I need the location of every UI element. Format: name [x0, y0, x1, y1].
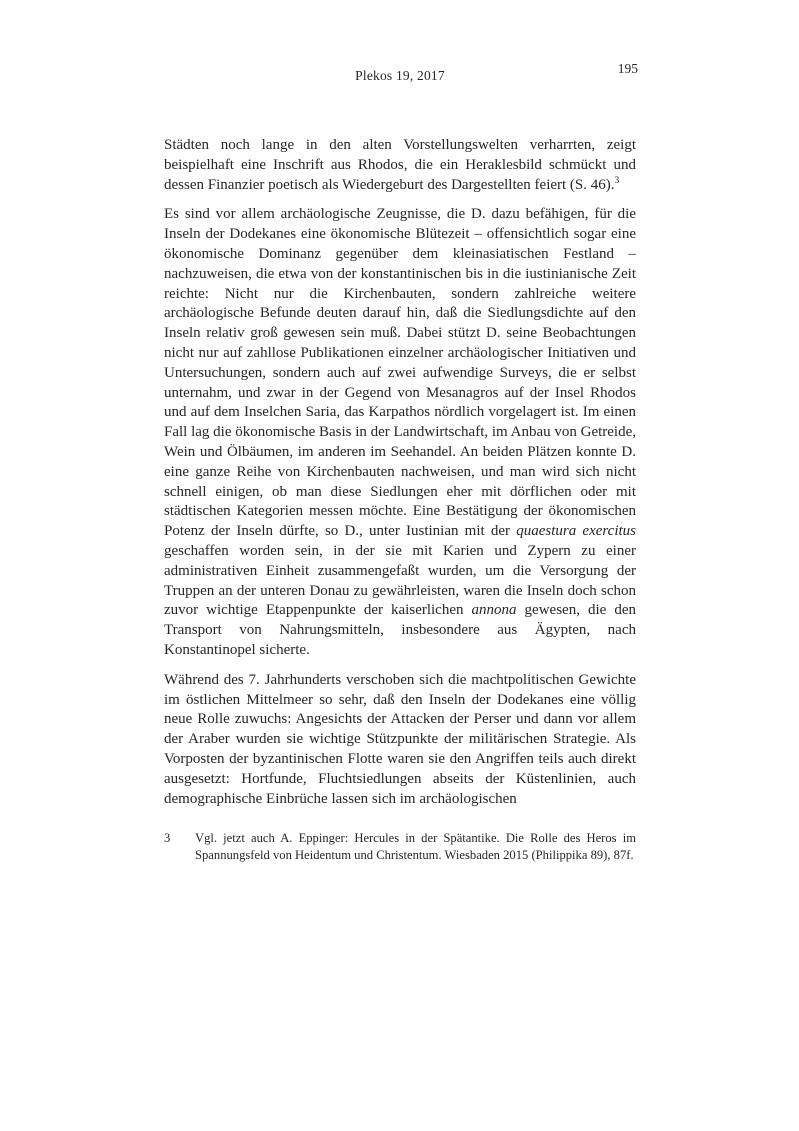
footnote-number: 3	[164, 831, 171, 845]
body-text	[164, 136, 636, 819]
journal-running-title: Plekos 19, 2017	[355, 68, 445, 83]
paragraph	[164, 136, 636, 195]
footnote	[164, 830, 636, 865]
italic-text: quaestura exercitus	[516, 523, 636, 540]
paragraph	[164, 671, 636, 810]
italic-text: annona	[471, 602, 517, 619]
text-run: gewesen, die den Transport von Nahrungsmitteln, insbesondere aus Ägypten, nach Konstantinopel sicherte.	[164, 602, 636, 658]
footnote-text: Vgl. jetzt auch A. Eppinger: Hercules in der Spätantike. Die Rolle des Heros im Spannungsfeld von Heidentum und Christentum. Wiesbaden 2015 (Philippika 89), 87f.	[195, 831, 636, 863]
text-run: Es sind vor allem archäologische Zeugnisse, die D. dazu befähigen, für die Inseln der Dodekanes eine ökonomische Blütezeit – offensichtlich sogar eine ökonomische Dominanz gegenüber dem kleinasiatischen Festland – nachzuweisen, die etwa von der konstantinischen bis in die iustinianische Zeit reichte: Nicht nur die Kirchenbauten, sondern zahlreiche weitere archäologische Befunde deuten darauf hin, daß die Siedlungsdichte auf den Inseln relativ groß gewesen sein muß. Dabei stützt D. seine Beobachtungen nicht nur auf zahllose Publikationen einzelner archäologischer Initiativen und Untersuchungen, sondern auch auf zwei aufwendige Surveys, die er selbst unternahm, und zwar in der Gegend von Mesanagros auf der Insel Rhodos und auf dem Inselchen Saria, das Karpathos nördlich vorgelagert ist. Im einen Fall lag die ökonomische Basis in der Landwirtschaft, im Anbau von Getreide, Wein und Ölbäumen, im anderen im Seehandel. An beiden Plätzen konnte D. eine ganze Reihe von Kirchenbauten nachweisen, und man wird sich nicht schnell einigen, ob man diese Siedlungen eher mit dörflichen oder mit städtischen Kategorien messen möchte. Eine Bestätigung der ökonomischen Potenz der Inseln dürfte, so D., unter Iustinian mit der	[164, 206, 636, 540]
paragraph	[164, 205, 636, 660]
page-header	[164, 61, 638, 84]
page-number: 195	[617, 61, 638, 76]
text-run: geschaffen worden sein, in der sie mit Karien und Zypern zu einer administrativen Einheit zusammengefaßt wurden, um die Versorgung der Truppen an der unteren Donau zu gewährleisten, waren die Inseln doch schon zuvor wichtige Etappenpunkte der kaiserlichen	[164, 542, 636, 619]
text-run: Städten noch lange in den alten Vorstellungswelten verharrten, zeigt beispielhaft eine Inschrift aus Rhodos, die ein Heraklesbild schmückt und dessen Finanzier poetisch als Wiedergeburt des Dargestellten feiert (S. 46).	[164, 137, 636, 193]
text-run: Während des 7. Jahrhunderts verschoben sich die machtpolitischen Gewichte im östlichen Mittelmeer so sehr, daß den Inseln der Dodekanes eine völlig neue Rolle zuwuchs: Angesichts der Attacken der Perser und dann vor allem der Araber wurden sie wichtige Stützpunkte der militärischen Strategie. Als Vorposten der byzantinischen Flotte waren sie den Angriffen teils auch direkt ausgesetzt: Hortfunde, Fluchtsiedlungen abseits der Küstenlinien, auch demographische Einbrüche lassen sich im archäologischen	[164, 671, 636, 807]
footnote-ref: 3	[614, 175, 620, 186]
